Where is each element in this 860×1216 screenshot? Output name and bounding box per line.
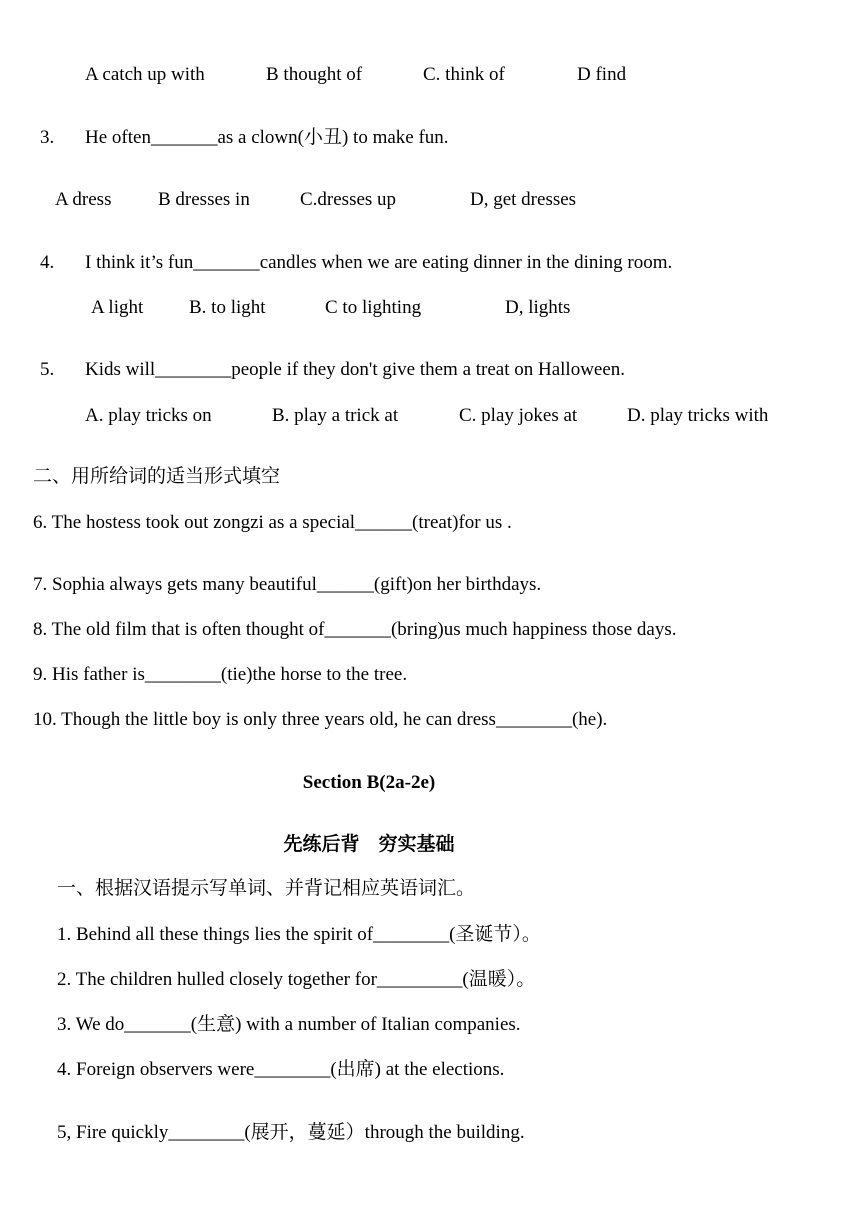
- q4-text: I think it’s fun_______candles when we are eating dinner in the dining room.: [85, 252, 673, 273]
- q5-option-c: C. play jokes at: [459, 405, 578, 426]
- q2-option-c: C. think of: [423, 64, 505, 85]
- q5-option-a: A. play tricks on: [85, 405, 212, 426]
- part1-heading: 一、根据汉语提示写单词、并背记相应英语词汇。: [57, 878, 476, 899]
- vocab-item-3: 3. We do_______(生意) with a number of Italian companies.: [57, 1014, 521, 1035]
- vocab-item-4: 4. Foreign observers were________(出席) at the elections.: [57, 1059, 505, 1080]
- q3-option-c: C.dresses up: [300, 189, 397, 210]
- section-heading-fill-in: 二、用所给词的适当形式填空: [33, 466, 281, 487]
- q5-text: Kids will________people if they don't give them a treat on Halloween.: [85, 359, 626, 380]
- practice-title: 先练后背 穷实基础: [283, 834, 455, 855]
- q4-option-a: A light: [91, 297, 144, 318]
- q5-number: 5.: [40, 359, 55, 380]
- q3-option-b: B dresses in: [158, 189, 250, 210]
- q3-option-a: A dress: [55, 189, 112, 210]
- fill-item-9: 9. His father is________(tie)the horse to the tree.: [33, 664, 408, 685]
- q5-option-b: B. play a trick at: [272, 405, 399, 426]
- q3-number: 3.: [40, 127, 55, 148]
- q3-option-d: D, get dresses: [470, 189, 577, 210]
- vocab-item-1: 1. Behind all these things lies the spirit of________(圣诞节）。: [57, 924, 541, 945]
- section-b-title: Section B(2a-2e): [302, 772, 436, 793]
- fill-item-6: 6. The hostess took out zongzi as a special______(treat)for us .: [33, 512, 512, 533]
- q4-option-d: D, lights: [505, 297, 571, 318]
- q3-text: He often_______as a clown(小丑) to make fun.: [85, 127, 449, 148]
- fill-item-7: 7. Sophia always gets many beautiful______(gift)on her birthdays.: [33, 574, 542, 595]
- q4-option-c: C to lighting: [325, 297, 422, 318]
- vocab-item-5: 5, Fire quickly________(展开，蔓延）through the building.: [57, 1122, 525, 1143]
- q4-option-b: B. to light: [189, 297, 266, 318]
- fill-item-10: 10. Though the little boy is only three years old, he can dress________(he).: [33, 709, 608, 730]
- fill-item-8: 8. The old film that is often thought of_______(bring)us much happiness those days.: [33, 619, 677, 640]
- q4-number: 4.: [40, 252, 55, 273]
- vocab-item-2: 2. The children hulled closely together for_________(温暖）。: [57, 969, 536, 990]
- q2-option-d: D find: [577, 64, 627, 85]
- q5-option-d: D. play tricks with: [627, 405, 769, 426]
- q2-option-a: A catch up with: [85, 64, 205, 85]
- q2-option-b: B thought of: [266, 64, 363, 85]
